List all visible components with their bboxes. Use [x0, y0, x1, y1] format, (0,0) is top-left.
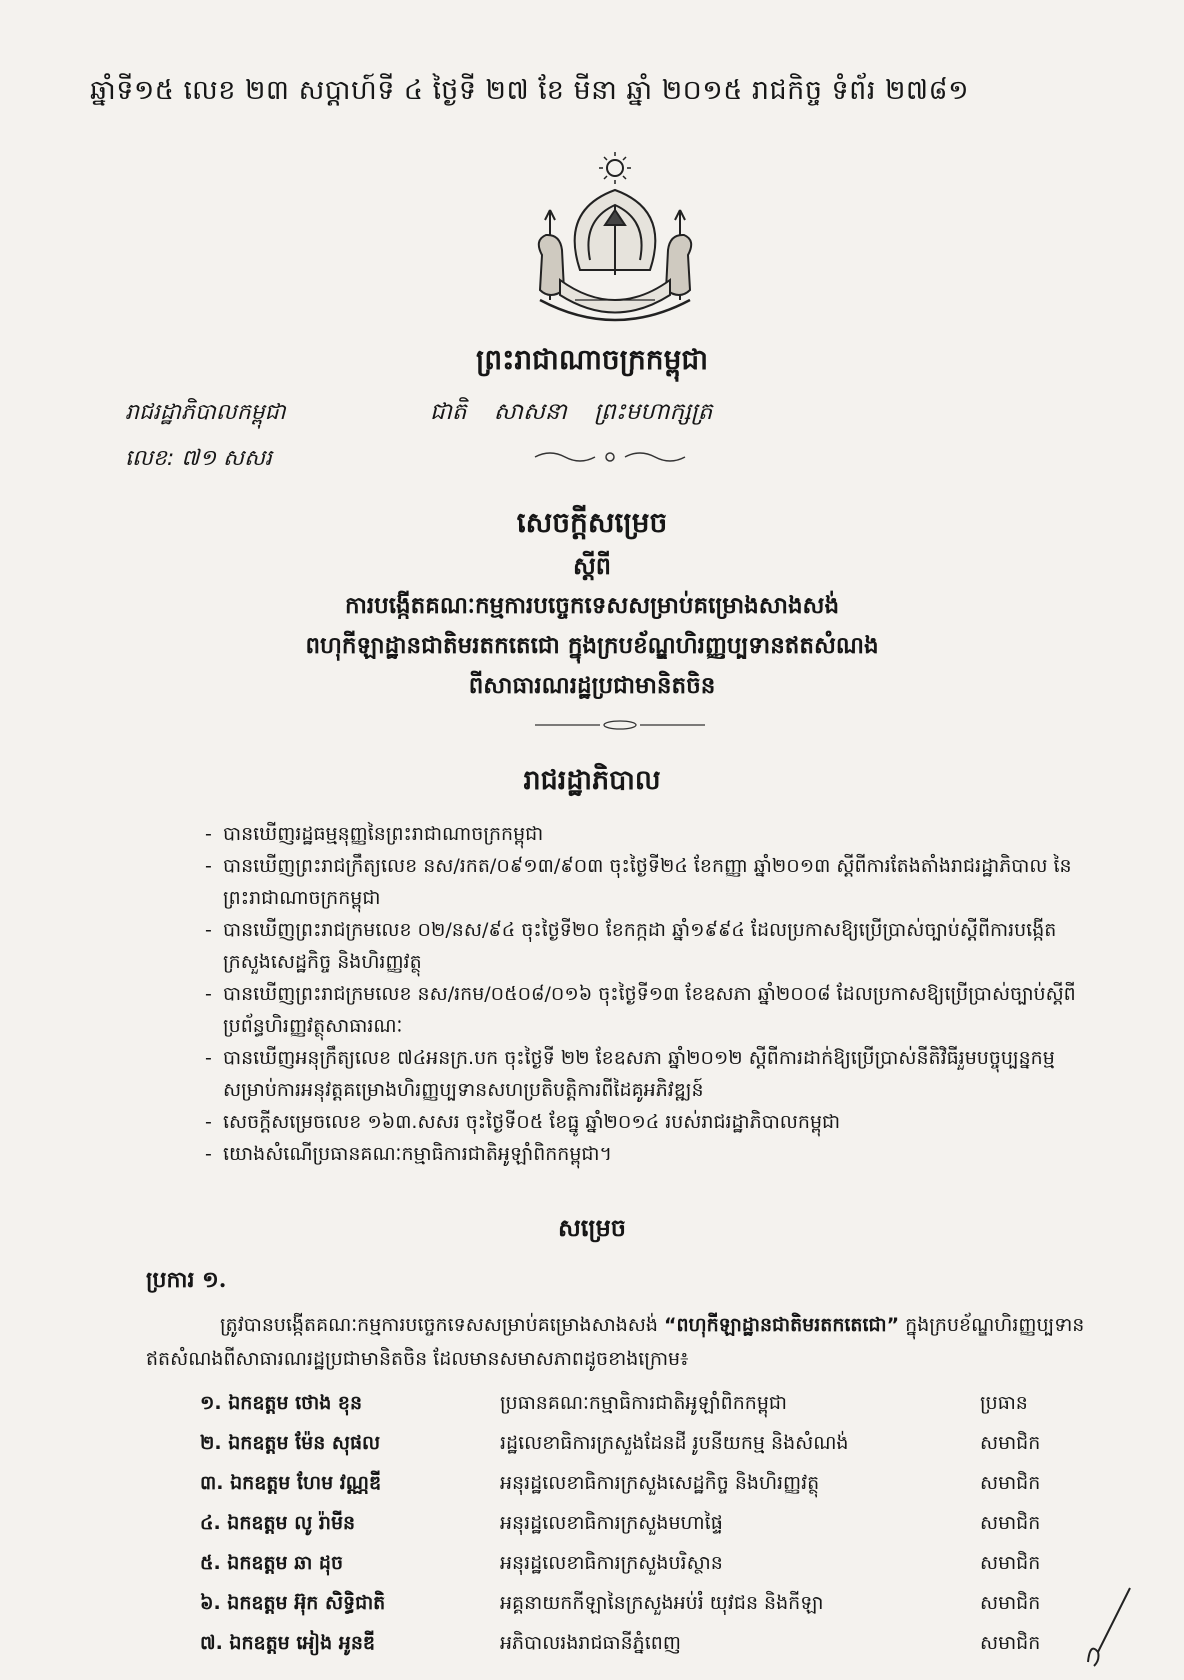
member-role: សមាជិក — [980, 1512, 1041, 1534]
ornament-divider-icon — [535, 718, 705, 732]
kingdom-name: ព្រះរាជាណាចក្រកម្ពុជា — [475, 343, 708, 376]
signature-mark — [1080, 1582, 1140, 1672]
decision-subject-line: ពីសាធារណរដ្ឋប្រជាមានិតចិន — [468, 672, 716, 699]
decision-subject-line: ពហុកីឡាដ្ឋានជាតិមរតកតេជោ ក្នុងក្របខ័ណ្ឌហិរញ្ញប្បទានឥតសំណង — [305, 632, 879, 659]
article-body — [146, 1308, 1086, 1376]
issuing-government: រាជរដ្ឋាភិបាលកម្ពុជា — [125, 400, 286, 425]
recital-item: - បានឃើញព្រះរាជក្រមលេខ ០២/នស/៩៤ ចុះថ្ងៃទី២០ ខែកក្កដា ឆ្នាំ១៩៩៤ ដែលប្រកាសឱ្យប្រើប្រាស់ច្បាប់ស្តីពីការបង្កើតក្រសួងសេដ្ឋកិច្ច និងហិរញ្ញវត្ថុ — [205, 914, 1095, 978]
member-name: ២. ឯកឧត្តម ម៉ែន សុផល — [200, 1432, 381, 1454]
member-row — [200, 1425, 1090, 1465]
member-role: សមាជិក — [980, 1432, 1041, 1454]
decision-heading: សេចក្តីសម្រេច — [516, 506, 668, 539]
gazette-header: ឆ្នាំទី១៥ លេខ ២៣ សប្តាហ៍ទី ៤ ថ្ងៃទី ២៧ ខែ មីនា ឆ្នាំ ២០១៥ រាជកិច្ច ទំព័រ ២៧៨១ — [90, 75, 970, 106]
members-table — [200, 1385, 1090, 1665]
member-name: ៤. ឯកឧត្តម លូ រ៉ាមីន — [200, 1512, 356, 1534]
member-role: សមាជិក — [980, 1632, 1041, 1654]
member-row — [200, 1505, 1090, 1545]
member-name: ៣. ឯកឧត្តម ហែម វណ្ណឌី — [200, 1472, 382, 1494]
member-position: ប្រធានគណៈកម្មាធិការជាតិអូឡាំពិកកម្ពុជា — [500, 1392, 787, 1414]
recital-item: - បានឃើញព្រះរាជក្រមលេខ នស/រកម/០៥០៨/០១៦ ចុះថ្ងៃទី១៣ ខែឧសភា ឆ្នាំ២០០៨ ដែលប្រកាសឱ្យប្រើប្រាស់ច្បាប់ស្តីពីប្រព័ន្ធហិរញ្ញវត្ថុសាធារណៈ — [205, 978, 1095, 1042]
recitals-list — [205, 818, 1095, 1170]
member-name: ៧. ឯកឧត្តម អៀង អូនឌី — [200, 1632, 375, 1654]
member-name: ៥. ឯកឧត្តម ឆា ដុច — [200, 1552, 344, 1574]
member-position: អនុរដ្ឋលេខាធិការក្រសួងសេដ្ឋកិច្ច និងហិរញ្ញវត្ថុ — [500, 1472, 820, 1494]
recital-item: - សេចក្តីសម្រេចលេខ ១៦៣.សសរ ចុះថ្ងៃទី០៥ ខែធ្នូ ឆ្នាំ២០១៤ របស់រាជរដ្ឋាភិបាលកម្ពុជា — [205, 1106, 1095, 1138]
recital-item: - បានឃើញអនុក្រឹត្យលេខ ៧៤អនក្រ.បក ចុះថ្ងៃទី ២២ ខែឧសភា ឆ្នាំ២០១២ ស្តីពីការដាក់ឱ្យប្រើប្រាស់នីតិវិធីរួមបច្ចុប្បន្នកម្មសម្រាប់ការអនុវត្តគម្រោងហិរញ្ញប្បទានសហប្រតិបត្តិការពីដៃគូអភិវឌ្ឍន៍ — [205, 1042, 1095, 1106]
project-name: “ពហុកីឡាដ្ឋានជាតិមរតកតេជោ” — [663, 1314, 900, 1336]
member-row — [200, 1585, 1090, 1625]
decides-heading: សម្រេច — [557, 1213, 627, 1242]
member-name: ១. ឯកឧត្តម ថោង ខុន — [200, 1392, 363, 1414]
member-position: អគ្គនាយកកីឡានៃក្រសួងអប់រំ យុវជន និងកីឡា — [500, 1592, 824, 1614]
recital-item: - យោងសំណើប្រធានគណៈកម្មាធិការជាតិអូឡាំពិកកម្ពុជា។ — [205, 1138, 1095, 1170]
member-position: អនុរដ្ឋលេខាធិការក្រសួងមហាផ្ទៃ — [500, 1512, 723, 1534]
national-motto: ជាតិ សាសនា ព្រះមហាក្សត្រ — [430, 399, 713, 425]
article-heading: ប្រការ ១. — [146, 1267, 227, 1293]
recital-item: - បានឃើញរដ្ឋធម្មនុញ្ញនៃព្រះរាជាណាចក្រកម្ពុជា — [205, 818, 1095, 850]
member-row — [200, 1385, 1090, 1425]
royal-emblem-icon — [520, 150, 710, 335]
recital-item: - បានឃើញព្រះរាជក្រឹត្យលេខ នស/រកត/០៩១៣/៩០៣ ចុះថ្ងៃទី២៤ ខែកញ្ញា ឆ្នាំ២០១៣ ស្តីពីការតែងតាំងរាជរដ្ឋាភិបាល នៃព្រះរាជាណាចក្រកម្ពុជា — [205, 850, 1095, 914]
member-role: ប្រធាន — [980, 1392, 1028, 1414]
member-role: សមាជិក — [980, 1472, 1041, 1494]
member-position: រដ្ឋលេខាធិការក្រសួងដែនដី រូបនីយកម្ម និងសំណង់ — [500, 1432, 849, 1454]
member-role: សមាជិក — [980, 1592, 1041, 1614]
article-text: ក្នុងក្របខ័ណ្ឌហិរញ្ញប្បទានឥតសំណងពីសាធារណរដ្ឋប្រជាមានិតចិន ដែលមានសមាសភាពដូចខាងក្រោម៖ — [146, 1314, 1085, 1370]
decision-subject-line: ការបង្កើតគណៈកម្មការបច្ចេកទេសសម្រាប់គម្រោងសាងសង់ — [344, 592, 840, 619]
member-position: អភិបាលរងរាជធានីភ្នំពេញ — [500, 1632, 681, 1654]
ornament-divider-icon — [525, 447, 695, 467]
member-name: ៦. ឯកឧត្តម អ៊ុក សិទ្ធិជាតិ — [200, 1592, 386, 1614]
decision-title — [0, 500, 1184, 706]
reference-number: លេខ: ៧១ សសរ — [125, 446, 272, 471]
member-row — [200, 1545, 1090, 1585]
article-text: ត្រូវបានបង្កើតគណៈកម្មការបច្ចេកទេសសម្រាប់គម្រោងសាងសង់ — [220, 1314, 664, 1336]
issuer-heading: រាជរដ្ឋាភិបាល — [523, 765, 661, 796]
member-row — [200, 1625, 1090, 1665]
member-row — [200, 1465, 1090, 1505]
member-position: អនុរដ្ឋលេខាធិការក្រសួងបរិស្ថាន — [500, 1552, 723, 1574]
member-role: សមាជិក — [980, 1552, 1041, 1574]
decision-subject-label: ស្តីពី — [572, 551, 612, 580]
